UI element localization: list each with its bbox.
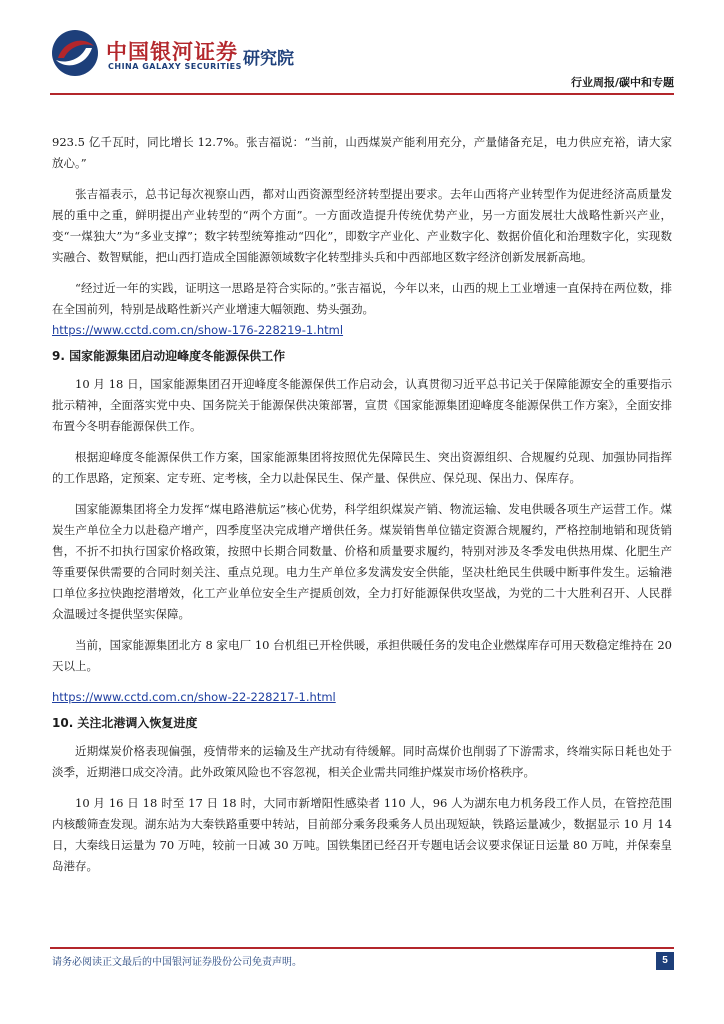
source-link[interactable]: https://www.cctd.com.cn/show-176-228219-1.html: [52, 323, 344, 337]
page-header: [0, 0, 724, 96]
institute-label: 研究院: [243, 49, 294, 69]
page-number: 5: [656, 952, 674, 970]
brand-name-cn: 中国银河证券: [106, 40, 238, 64]
paragraph: 当前，国家能源集团北方 8 家电厂 10 台机组已开栓供暖，承担供暖任务的发电企业燃煤库存可用天数稳定维持在 20 天以上。: [52, 638, 672, 673]
document-body: [52, 132, 672, 887]
paragraph: 近期煤炭价格表现偏强，疫情带来的运输及生产扰动有待缓解。同时高煤价也削弱了下游需求，终端实际日耗也处于淡季，近期港口成交冷清。此外政策风险也不容忽视，相关企业需共同维护煤炭市场价格秩序。: [52, 744, 672, 779]
paragraph: 国家能源集团将全力发挥“煤电路港航运”核心优势，科学组织煤炭产销、物流运输、发电供暖各项生产运营工作。煤炭生产单位全力以赴稳产增产，四季度坚决完成增产增供任务。煤炭销售单位锚定资源合规履约，严格控制地销和现货销售，不折不扣执行国家价格政策，按照中长期合同数量、价格和质量要求履约，特别对涉及冬季发电供热用煤、化肥生产等重要保供需要的合同时刻关注、重点兑现。电力生产单位多发满发安全供能，坚决杜绝民生供暖中断事件发生。运输港口单位多拉快跑挖潜增效，化工产业单位安全生产提质创效，全力打好能源保供攻坚战，为党的二十大胜利召开、人民群众温暖过冬提供坚实保障。: [52, 502, 672, 621]
brand-name-en: CHINA GALAXY SECURITIES: [108, 62, 242, 71]
paragraph: 10 月 16 日 18 时至 17 日 18 时，大同市新增阳性感染者 110 人，96 人为湖东电力机务段工作人员，在管控范围内核酸筛查发现。湖东站为大秦铁路重要中转站，目前部分乘务段乘务人员出现短缺，铁路运量减少，数据显示 10 月 14 日，大秦线日运量为 70 万吨，较前一日减 30 万吨。国铁集团已经召开专题电话会议要求保证日运量 80 万吨，并保秦皇岛港存。: [52, 796, 672, 873]
paragraph: 923.5 亿千瓦时，同比增长 12.7%。张吉福说：“当前，山西煤炭产能利用充分，产量储备充足，电力供应充裕，请大家放心。”: [52, 135, 672, 170]
footer-divider: [50, 947, 674, 949]
paragraph: 张吉福表示，总书记每次视察山西，都对山西资源型经济转型提出要求。去年山西将产业转型作为促进经济高质量发展的重中之重，鲜明提出产业转型的“两个方面”。一方面改造提升传统优势产业，另一方面发展壮大战略性新兴产业，变“一煤独大”为“多业支撑”；数字转型统筹推动“四化”，即数字产业化、产业数字化、数据价值化和治理数字化，实现数实融合、数智赋能，把山西打造成全国能源领域数字化转型排头兵和中西部地区数字经济创新发展新高地。: [52, 187, 672, 264]
section-heading: 9. 国家能源集团启动迎峰度冬能源保供工作: [52, 349, 286, 363]
report-type-label: 行业周报/碳中和专题: [570, 76, 674, 89]
source-link[interactable]: https://www.cctd.com.cn/show-22-228217-1.html: [52, 690, 336, 704]
header-divider: [50, 93, 674, 95]
paragraph: “经过近一年的实践，证明这一思路是符合实际的。”张吉福说，今年以来，山西的规上工业增速一直保持在两位数，排在全国前列，特别是战略性新兴产业增速大幅领跑、势头强劲。: [52, 281, 672, 316]
paragraph: 根据迎峰度冬能源保供工作方案，国家能源集团将按照优先保障民生、突出资源组织、合规履约兑现、加强协同指挥的工作思路，定预案、定专班、定考核，全力以赴保民生、保产量、保供应、保兑现、保出力、保库存。: [52, 450, 672, 485]
section-heading: 10. 关注北港调入恢复进度: [52, 716, 198, 730]
galaxy-logo-icon: [50, 28, 100, 78]
disclaimer-text: 请务必阅读正文最后的中国银河证券股份公司免责声明。: [52, 957, 302, 968]
paragraph: 10 月 18 日，国家能源集团召开迎峰度冬能源保供工作启动会，认真贯彻习近平总书记关于保障能源安全的重要指示批示精神，全面落实党中央、国务院关于能源保供决策部署，宣贯《国家能源集团迎峰度冬能源保供工作方案》，全面安排布置今冬明春能源保供工作。: [52, 377, 672, 433]
